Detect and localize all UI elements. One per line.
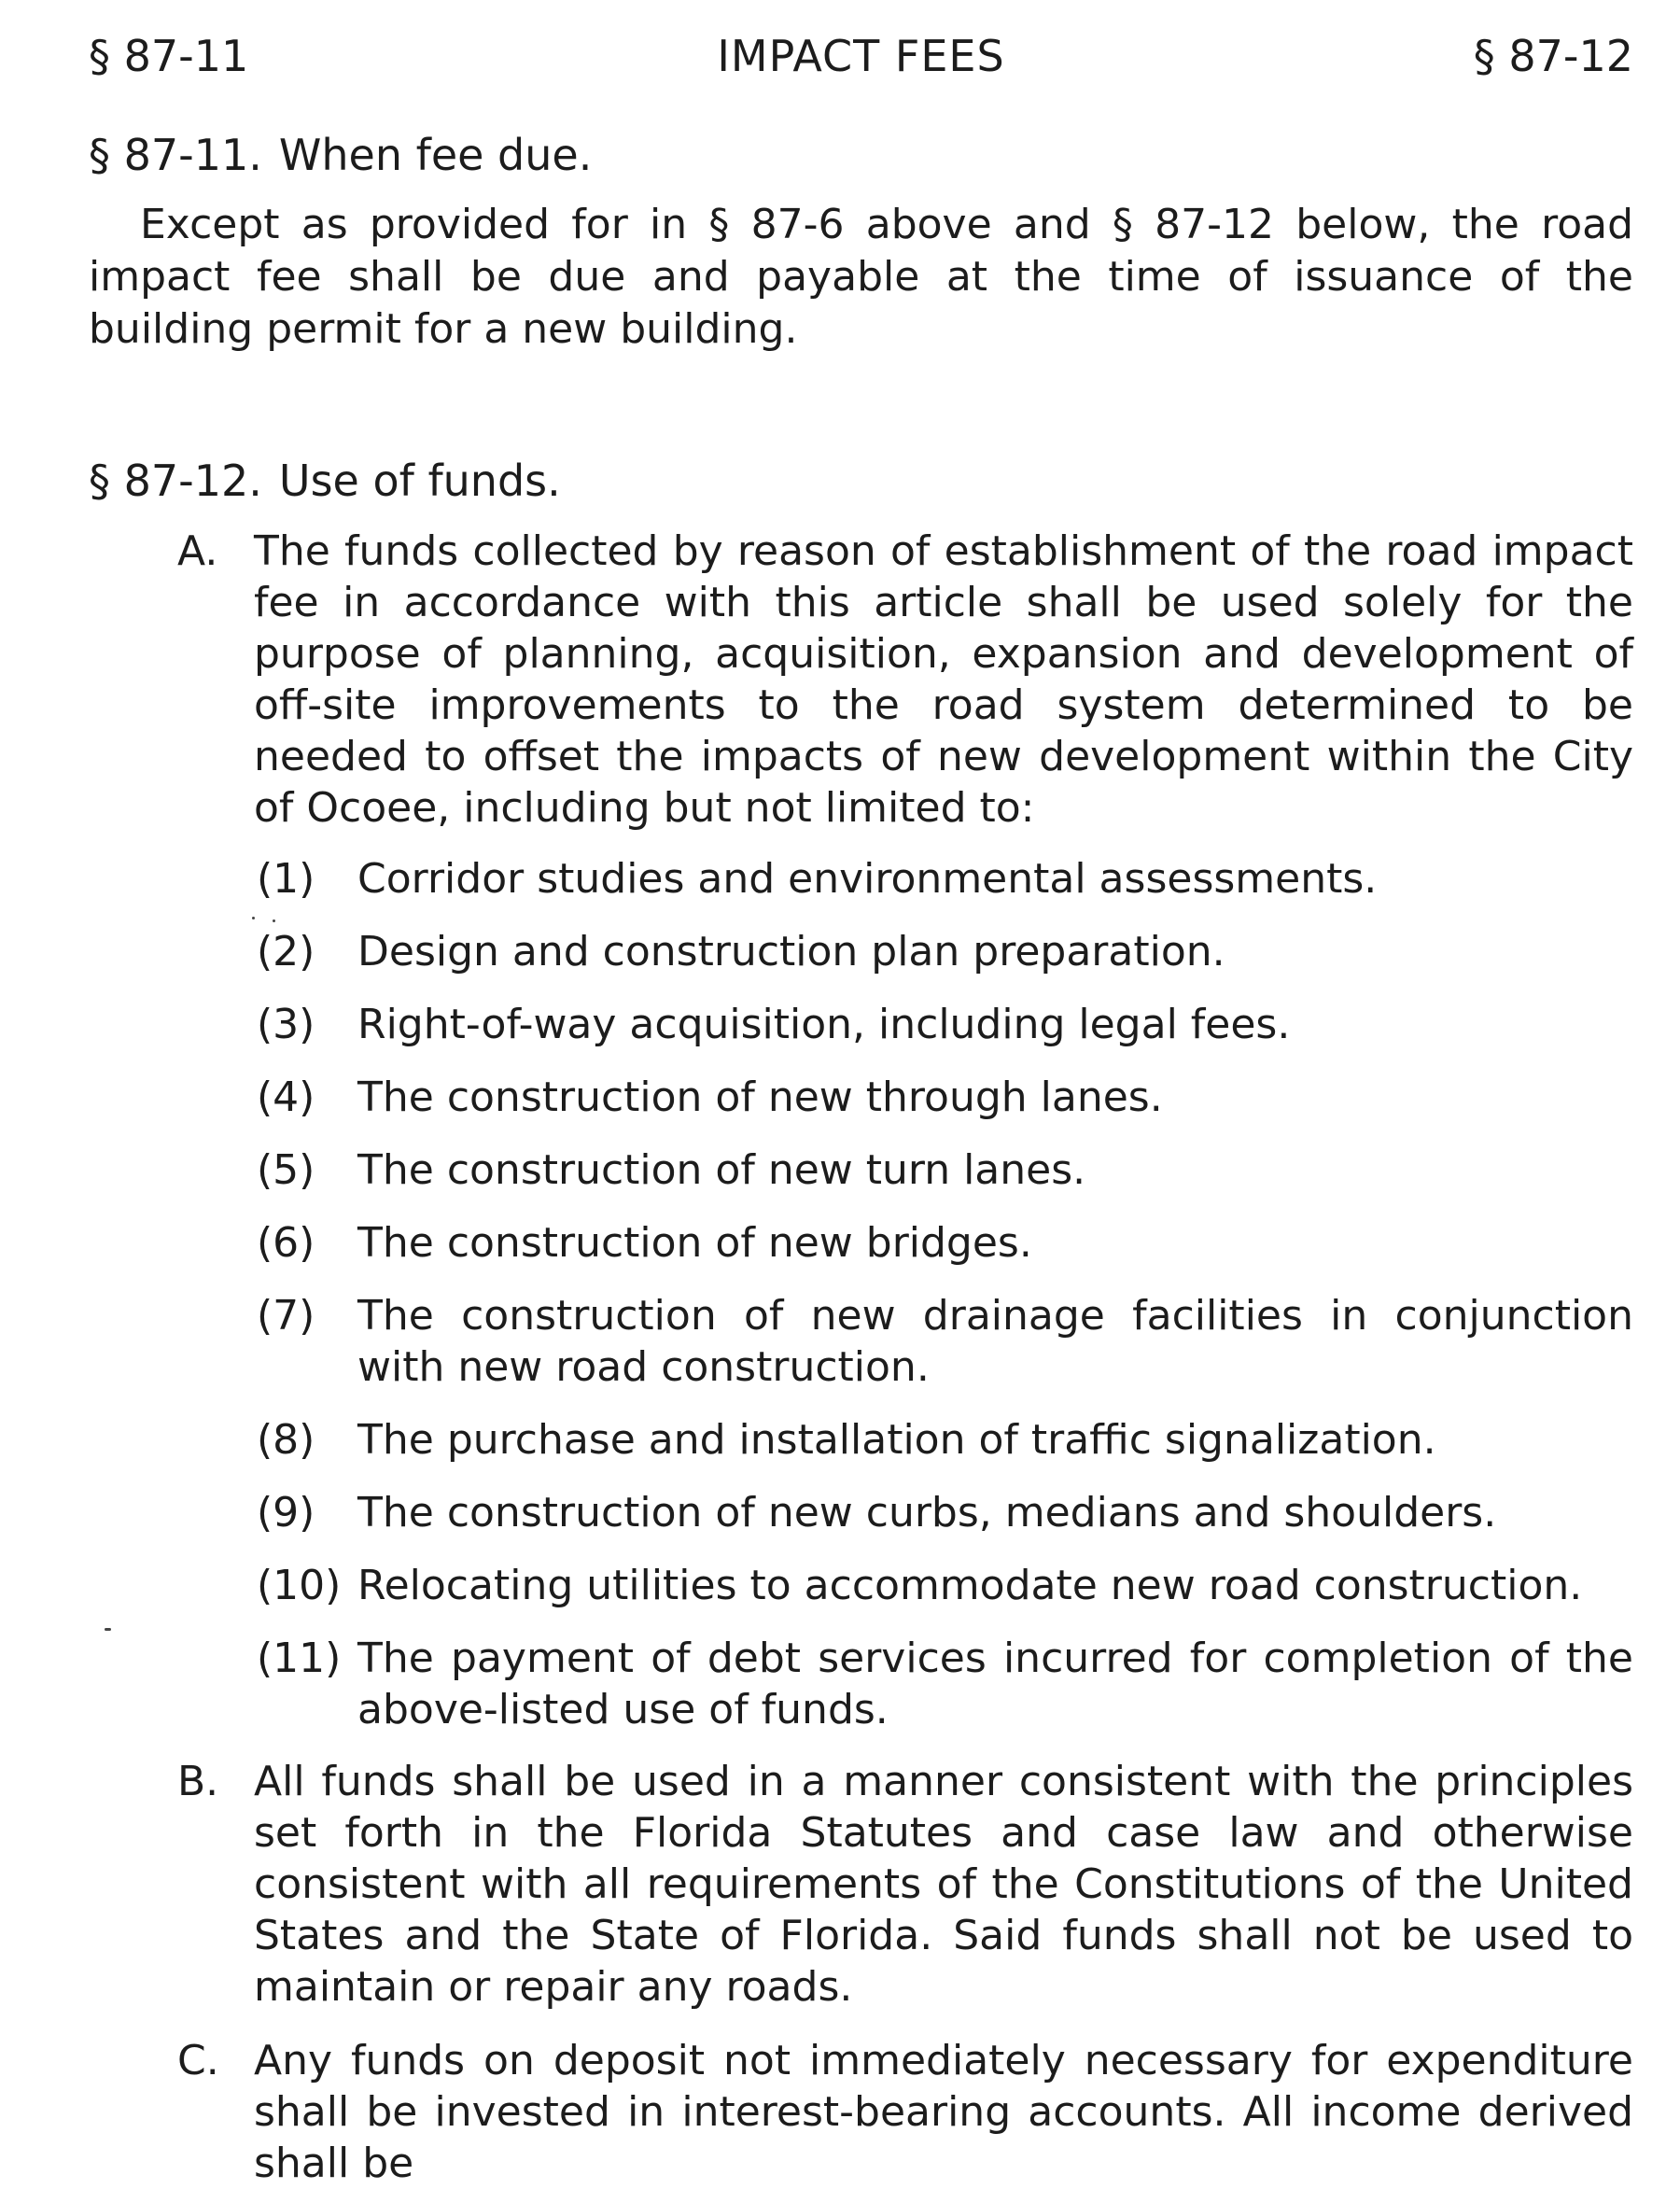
list-item xyxy=(257,1144,1633,1196)
subsection-b xyxy=(177,1756,1633,2013)
list-item-text: The construction of new drainage facilities in conjunction with new road construction. xyxy=(357,1292,1633,1391)
list-item xyxy=(257,1414,1633,1466)
list-item-text: The construction of new curbs, medians and shoulders. xyxy=(357,1489,1497,1537)
list-item xyxy=(257,926,1633,977)
subsection-letter: C. xyxy=(177,2037,219,2084)
list-item xyxy=(257,853,1633,905)
list-item xyxy=(257,1633,1633,1735)
list-item-number: (8) xyxy=(257,1416,315,1464)
list-item-number: (11) xyxy=(257,1635,342,1682)
subsection-a xyxy=(177,526,1633,834)
scan-speck xyxy=(105,1628,111,1631)
list-item-number: (6) xyxy=(257,1219,315,1267)
list-item-text: Right-of-way acquisition, including legal fees. xyxy=(357,1001,1291,1048)
section-number: § 87-11. xyxy=(89,130,262,180)
list-item-text: The construction of new turn lanes. xyxy=(357,1146,1086,1194)
list-item-number: (2) xyxy=(257,928,315,975)
section-title: Use of funds. xyxy=(278,456,561,506)
header-left-section-ref: § 87-11 xyxy=(89,31,249,81)
list-item-number: (10) xyxy=(257,1562,342,1609)
list-item-number: (3) xyxy=(257,1001,315,1048)
list-item-number: (5) xyxy=(257,1146,315,1194)
list-item-text: The payment of debt services incurred for completion of the above-listed use of funds. xyxy=(357,1635,1633,1733)
list-item-number: (9) xyxy=(257,1489,315,1537)
section-number: § 87-12. xyxy=(89,456,262,506)
list-item-number: (1) xyxy=(257,855,315,903)
header-title: IMPACT FEES xyxy=(717,31,1005,81)
list-item-text: Relocating utilities to accommodate new road construction. xyxy=(357,1562,1583,1609)
subsection-text: All funds shall be used in a manner consistent with the principles set forth in the Florida Statutes and case law and otherwise consistent with all requirements of the Constitutions of the United States and the State of Florida. Said funds shall not be used to maintain or repair any roads. xyxy=(254,1758,1633,2011)
list-item-text: The construction of new bridges. xyxy=(357,1219,1032,1267)
subsection-text: The funds collected by reason of establishment of the road impact fee in accordance with this article shall be used solely for the purpose of planning, acquisition, expansion and development of off-site improvements to the road system determined to be needed to offset the impacts of new development within the City of Ocoee, including but not limited to: xyxy=(254,527,1633,832)
scan-speck xyxy=(273,919,275,922)
list-item-number: (4) xyxy=(257,1073,315,1121)
list-item-text: Design and construction plan preparation. xyxy=(357,928,1225,975)
subsection-c xyxy=(177,2035,1633,2189)
subsection-letter: A. xyxy=(177,527,218,575)
list-item xyxy=(257,1487,1633,1538)
list-item-text: The construction of new through lanes. xyxy=(357,1073,1163,1121)
list-item xyxy=(257,1072,1633,1123)
header-right-section-ref: § 87-12 xyxy=(1473,31,1633,81)
running-header xyxy=(89,28,1633,84)
list-item xyxy=(257,1560,1633,1611)
section-heading-87-12 xyxy=(89,455,561,507)
section-87-11-paragraph: Except as provided for in § 87-6 above and § 87-12 below, the road impact fee shall be due and payable at the time of issuance of the building permit for a new building. xyxy=(89,201,1633,353)
list-item-number: (7) xyxy=(257,1292,315,1340)
scan-speck xyxy=(252,917,255,919)
section-title: When fee due. xyxy=(278,130,593,180)
list-item xyxy=(257,1290,1633,1393)
section-heading-87-11 xyxy=(89,129,592,181)
subsection-text: Any funds on deposit not immediately necessary for expenditure shall be invested in interest-bearing accounts. All income derived shall be xyxy=(254,2037,1633,2187)
list-item-text: Corridor studies and environmental assessments. xyxy=(357,855,1378,903)
list-item xyxy=(257,999,1633,1050)
list-item-text: The purchase and installation of traffic signalization. xyxy=(357,1416,1436,1464)
list-item xyxy=(257,1217,1633,1269)
subsection-letter: B. xyxy=(177,1758,219,1805)
